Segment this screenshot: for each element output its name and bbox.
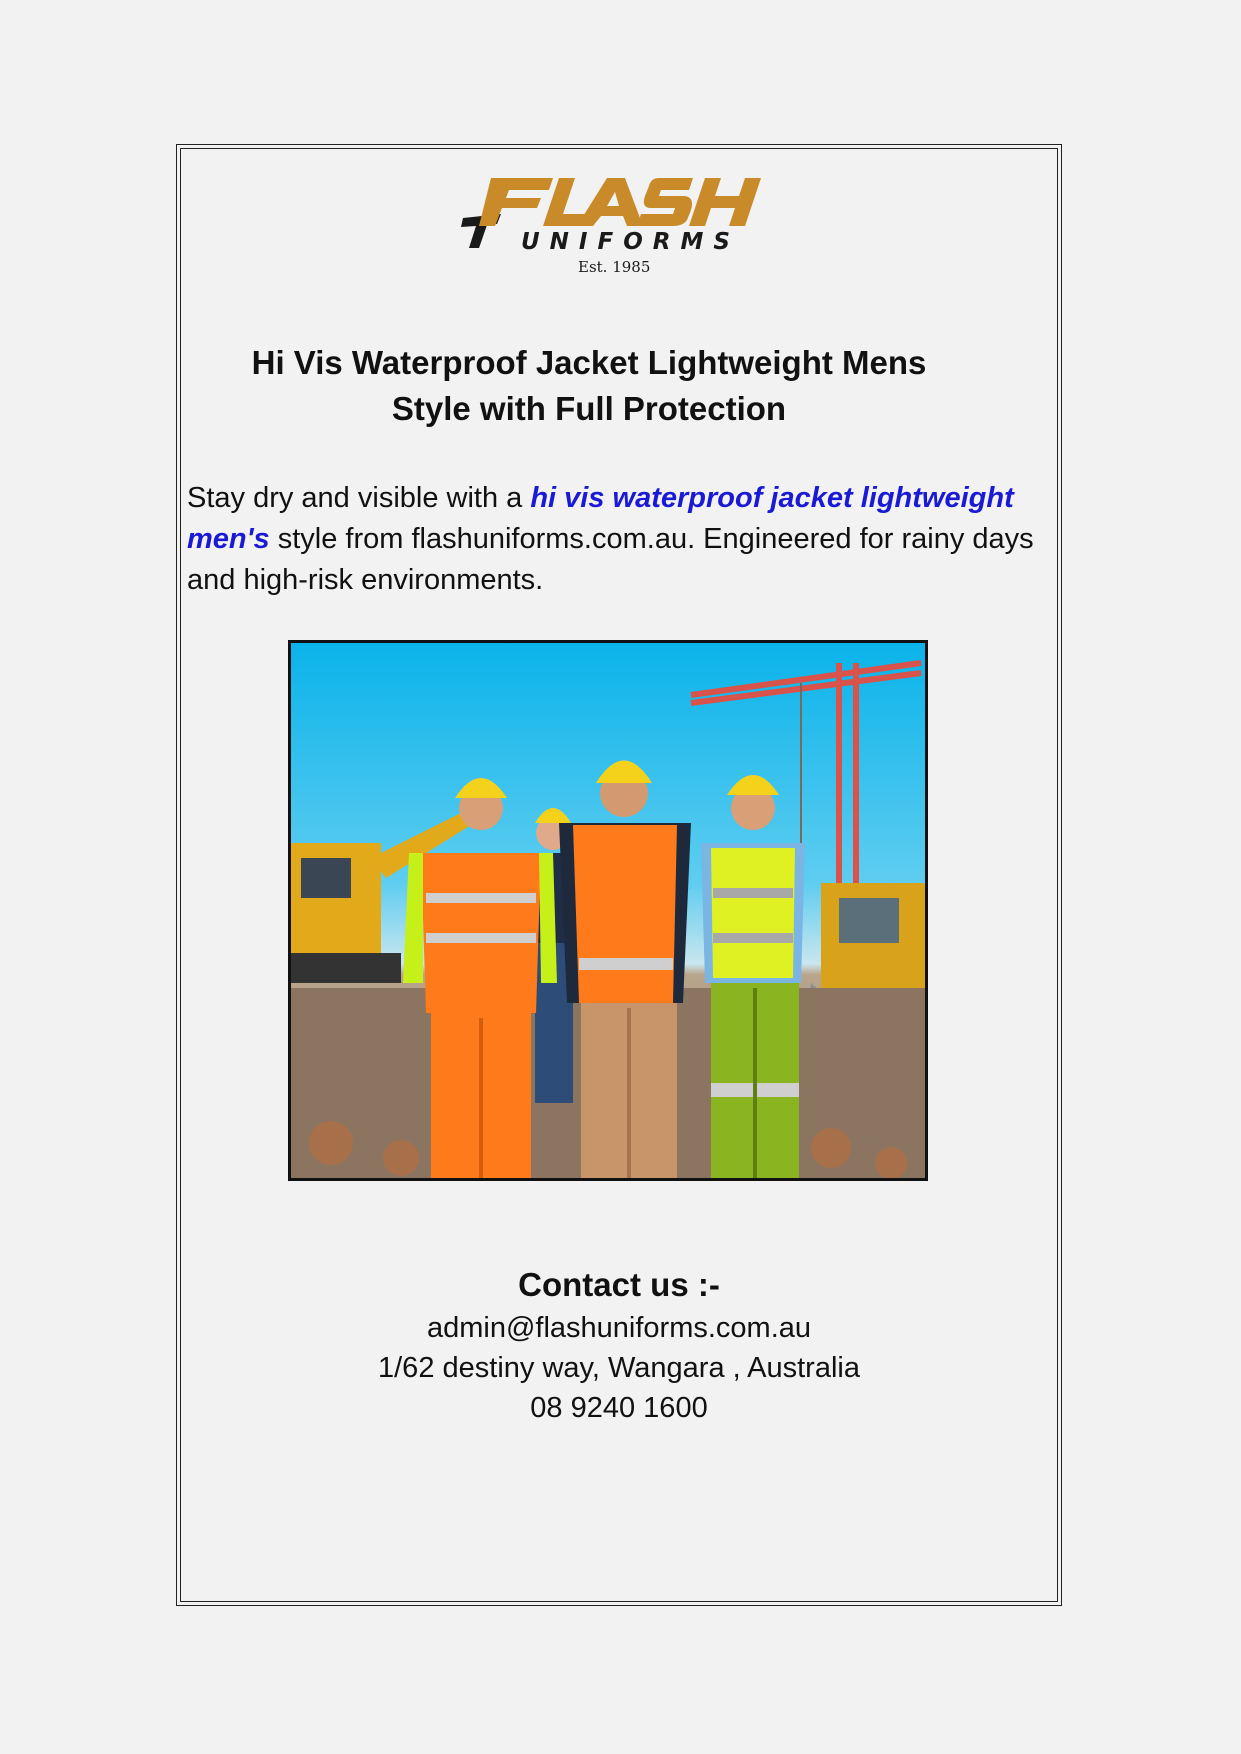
contact-email[interactable]: admin@flashuniforms.com.au (426, 1312, 812, 1344)
flash-uniforms-logo (461, 170, 781, 280)
page-title-line-2: Style with Full Protection (391, 390, 787, 427)
contact-heading: Contact us :- (518, 1266, 720, 1303)
photo-construction-workers (288, 640, 928, 1181)
worker-right-yellow-figure (701, 775, 805, 1178)
intro-text-before: Stay dry and visible with a (187, 482, 531, 514)
logo-est-text: Est. 1985 (578, 258, 651, 276)
contact-address: 1/62 destiny way, Wangara , Australia (378, 1352, 860, 1384)
page-title-line-1: Hi Vis Waterproof Jacket Lightweight Mens (251, 344, 927, 381)
intro-paragraph (187, 478, 1055, 601)
contact-phone[interactable]: 08 9240 1600 (530, 1392, 708, 1424)
page-title (176, 340, 1062, 432)
intro-text-after: style from flashuniforms.com.au. Engineered for rainy days and high-risk environments. (187, 523, 1034, 596)
logo-sub-text: UNIFORMS (521, 229, 740, 255)
intro-keyword-link[interactable]: hi vis waterproof jacket lightweight men's (187, 482, 1014, 555)
contact-section (176, 1262, 1062, 1428)
